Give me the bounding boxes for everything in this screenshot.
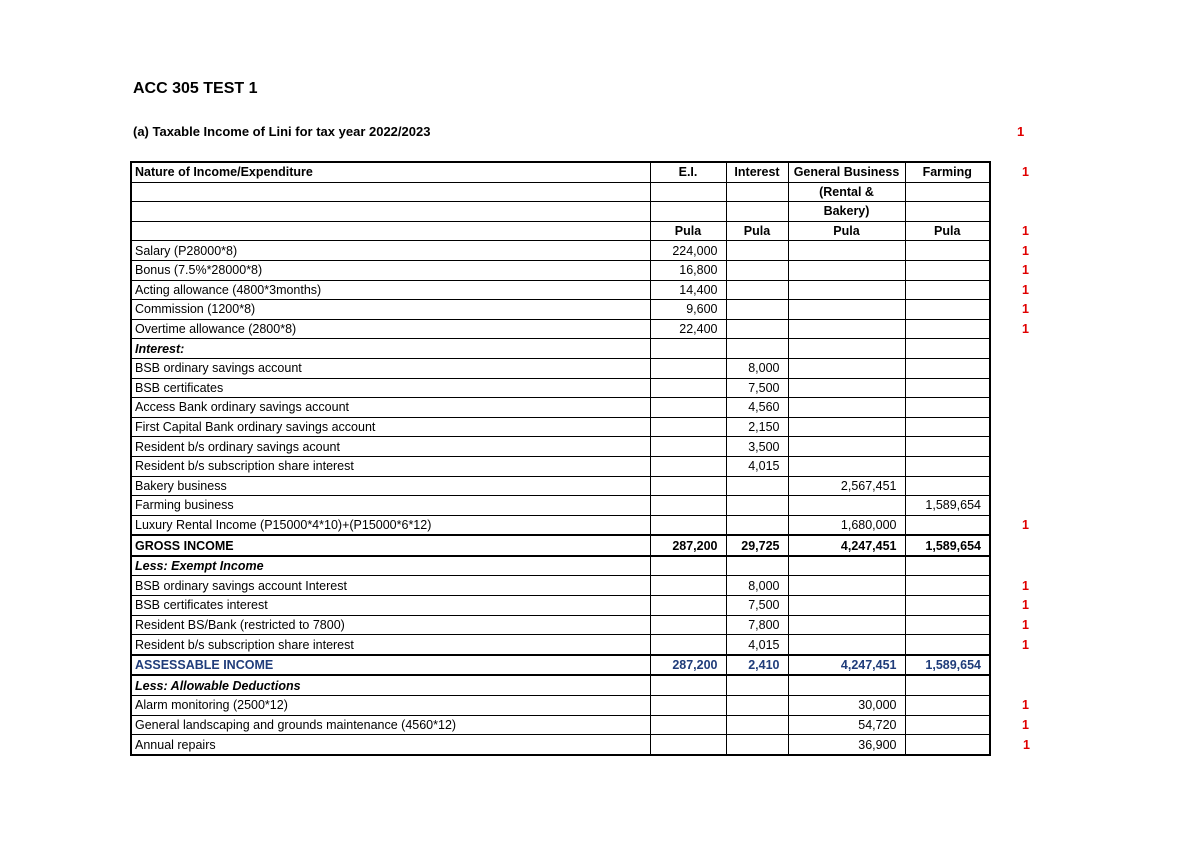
header-interest: Interest xyxy=(726,162,788,182)
row-label: Resident BS/Bank (restricted to 7800) xyxy=(131,615,650,635)
row-ei-value xyxy=(650,358,726,378)
row-mark: 1 xyxy=(1022,302,1029,317)
row-label: Annual repairs xyxy=(131,735,650,755)
row-label: Alarm monitoring (2500*12) xyxy=(131,696,650,716)
row-farming-value xyxy=(905,260,990,280)
row-interest-value xyxy=(726,339,788,359)
row-label: Resident b/s subscription share interest xyxy=(131,456,650,476)
row-ei-value: 287,200 xyxy=(650,655,726,676)
row-farming-value xyxy=(905,339,990,359)
row-interest-value xyxy=(726,300,788,320)
table-row xyxy=(131,476,1030,496)
row-ei-value xyxy=(650,476,726,496)
row-interest-value xyxy=(726,515,788,535)
row-mark xyxy=(990,556,1030,576)
header-ei: E.I. xyxy=(650,162,726,182)
table-row xyxy=(131,260,1030,280)
row-general-business-value xyxy=(788,398,905,418)
row-general-business-value: 36,900 xyxy=(788,735,905,755)
row-ei-value: 22,400 xyxy=(650,319,726,339)
row-ei-value xyxy=(650,556,726,576)
row-general-business-value xyxy=(788,378,905,398)
row-mark xyxy=(990,398,1030,418)
row-label: Overtime allowance (2800*8) xyxy=(131,319,650,339)
row-label: First Capital Bank ordinary savings account xyxy=(131,417,650,437)
row-farming-value xyxy=(905,358,990,378)
table-row xyxy=(131,456,1030,476)
row-mark: 1 xyxy=(1022,698,1029,713)
row-interest-value: 2,410 xyxy=(726,655,788,676)
row-interest-value xyxy=(726,260,788,280)
row-ei-value: 9,600 xyxy=(650,300,726,320)
table-row xyxy=(131,319,1030,339)
header-row-2 xyxy=(131,182,1030,202)
row-farming-value xyxy=(905,615,990,635)
row-mark xyxy=(990,437,1030,457)
row-ei-value xyxy=(650,576,726,596)
row-label: BSB certificates interest xyxy=(131,596,650,616)
subtitle-mark: 1 xyxy=(1017,124,1025,139)
row-label: General landscaping and grounds maintenance (4560*12) xyxy=(131,715,650,735)
row-mark xyxy=(990,456,1030,476)
header-general-business-2: (Rental & xyxy=(788,182,905,202)
row-ei-value xyxy=(650,339,726,359)
currency-interest: Pula xyxy=(726,221,788,241)
row-general-business-value xyxy=(788,280,905,300)
row-label: GROSS INCOME xyxy=(131,535,650,556)
row-label: Access Bank ordinary savings account xyxy=(131,398,650,418)
row-label: Interest: xyxy=(131,339,650,359)
row-farming-value xyxy=(905,675,990,695)
row-interest-value: 4,015 xyxy=(726,456,788,476)
row-interest-value: 4,560 xyxy=(726,398,788,418)
row-general-business-value xyxy=(788,596,905,616)
row-farming-value xyxy=(905,476,990,496)
row-ei-value xyxy=(650,437,726,457)
row-general-business-value xyxy=(788,456,905,476)
row-interest-value: 8,000 xyxy=(726,358,788,378)
row-label: BSB certificates xyxy=(131,378,650,398)
row-farming-value: 1,589,654 xyxy=(905,496,990,516)
row-general-business-value xyxy=(788,675,905,695)
row-ei-value xyxy=(650,675,726,695)
row-farming-value xyxy=(905,696,990,716)
row-interest-value: 7,800 xyxy=(726,615,788,635)
row-general-business-value: 30,000 xyxy=(788,696,905,716)
table-row xyxy=(131,576,1030,596)
row-mark xyxy=(990,476,1030,496)
row-farming-value xyxy=(905,378,990,398)
row-interest-value xyxy=(726,715,788,735)
table-row xyxy=(131,655,1030,676)
row-interest-value xyxy=(726,476,788,496)
row-interest-value: 2,150 xyxy=(726,417,788,437)
currency-general-business: Pula xyxy=(788,221,905,241)
table-row xyxy=(131,378,1030,398)
table-row xyxy=(131,715,1030,735)
table-row xyxy=(131,339,1030,359)
table-row xyxy=(131,596,1030,616)
header-row xyxy=(131,162,1030,182)
row-general-business-value xyxy=(788,635,905,655)
header-row-3 xyxy=(131,202,1030,222)
table-row xyxy=(131,398,1030,418)
row-farming-value xyxy=(905,576,990,596)
row-mark: 1 xyxy=(1022,322,1029,337)
row-general-business-value xyxy=(788,437,905,457)
row-label: Bonus (7.5%*28000*8) xyxy=(131,260,650,280)
row-general-business-value xyxy=(788,417,905,437)
row-general-business-value: 1,680,000 xyxy=(788,515,905,535)
row-farming-value xyxy=(905,241,990,261)
row-mark: 1 xyxy=(1022,717,1029,732)
row-farming-value xyxy=(905,300,990,320)
row-interest-value: 3,500 xyxy=(726,437,788,457)
row-ei-value: 16,800 xyxy=(650,260,726,280)
row-general-business-value: 2,567,451 xyxy=(788,476,905,496)
row-general-business-value xyxy=(788,241,905,261)
row-farming-value xyxy=(905,596,990,616)
header-general-business: General Business xyxy=(788,162,905,182)
header-mark: 1 xyxy=(1022,165,1029,180)
row-mark xyxy=(990,535,1030,556)
row-mark: 1 xyxy=(1022,617,1029,632)
row-interest-value xyxy=(726,319,788,339)
section-subtitle: (a) Taxable Income of Lini for tax year 2022/2023 xyxy=(133,124,431,139)
table-row xyxy=(131,556,1030,576)
row-general-business-value xyxy=(788,339,905,359)
row-mark: 1 xyxy=(1022,243,1029,258)
row-farming-value xyxy=(905,280,990,300)
row-general-business-value: 54,720 xyxy=(788,715,905,735)
row-ei-value xyxy=(650,696,726,716)
row-farming-value xyxy=(905,635,990,655)
table-row xyxy=(131,417,1030,437)
row-farming-value xyxy=(905,319,990,339)
row-mark: 1 xyxy=(1022,637,1029,652)
row-interest-value: 29,725 xyxy=(726,535,788,556)
row-general-business-value xyxy=(788,496,905,516)
row-farming-value xyxy=(905,456,990,476)
row-interest-value: 8,000 xyxy=(726,576,788,596)
row-interest-value: 7,500 xyxy=(726,596,788,616)
row-ei-value: 14,400 xyxy=(650,280,726,300)
row-mark xyxy=(990,339,1030,359)
table-row xyxy=(131,358,1030,378)
row-mark: 1 xyxy=(1023,737,1030,752)
table-row xyxy=(131,635,1030,655)
document-title: ACC 305 TEST 1 xyxy=(133,80,258,97)
row-ei-value xyxy=(650,398,726,418)
row-farming-value xyxy=(905,417,990,437)
row-interest-value xyxy=(726,280,788,300)
table-row xyxy=(131,496,1030,516)
row-general-business-value xyxy=(788,319,905,339)
row-label: Salary (P28000*8) xyxy=(131,241,650,261)
row-general-business-value xyxy=(788,300,905,320)
table-row xyxy=(131,675,1030,695)
currency-mark: 1 xyxy=(1022,224,1029,239)
row-mark: 1 xyxy=(1022,518,1029,533)
row-mark: 1 xyxy=(1022,263,1029,278)
row-mark: 1 xyxy=(1022,578,1029,593)
row-farming-value xyxy=(905,735,990,755)
row-farming-value xyxy=(905,715,990,735)
row-ei-value: 224,000 xyxy=(650,241,726,261)
row-mark xyxy=(990,675,1030,695)
table-row xyxy=(131,515,1030,535)
row-mark: 1 xyxy=(1022,598,1029,613)
row-interest-value xyxy=(726,675,788,695)
header-general-business-3: Bakery) xyxy=(788,202,905,222)
row-interest-value xyxy=(726,496,788,516)
row-label: BSB ordinary savings account xyxy=(131,358,650,378)
table-row xyxy=(131,300,1030,320)
row-general-business-value xyxy=(788,358,905,378)
row-mark xyxy=(990,378,1030,398)
row-ei-value xyxy=(650,735,726,755)
row-farming-value xyxy=(905,437,990,457)
row-ei-value xyxy=(650,496,726,516)
row-general-business-value: 4,247,451 xyxy=(788,655,905,676)
row-label: Less: Exempt Income xyxy=(131,556,650,576)
row-interest-value xyxy=(726,556,788,576)
row-ei-value: 287,200 xyxy=(650,535,726,556)
header-farming: Farming xyxy=(905,162,990,182)
row-interest-value xyxy=(726,735,788,755)
row-general-business-value xyxy=(788,576,905,596)
row-label: Less: Allowable Deductions xyxy=(131,675,650,695)
row-mark xyxy=(990,417,1030,437)
table-row xyxy=(131,535,1030,556)
row-farming-value xyxy=(905,515,990,535)
row-label: ASSESSABLE INCOME xyxy=(131,655,650,676)
row-general-business-value xyxy=(788,615,905,635)
row-interest-value: 4,015 xyxy=(726,635,788,655)
row-farming-value: 1,589,654 xyxy=(905,655,990,676)
row-label: Luxury Rental Income (P15000*4*10)+(P15000*6*12) xyxy=(131,515,650,535)
table-row xyxy=(131,735,1030,755)
row-label: Bakery business xyxy=(131,476,650,496)
row-ei-value xyxy=(650,615,726,635)
row-interest-value: 7,500 xyxy=(726,378,788,398)
row-label: Resident b/s subscription share interest xyxy=(131,635,650,655)
row-label: Farming business xyxy=(131,496,650,516)
header-nature: Nature of Income/Expenditure xyxy=(131,162,650,182)
row-label: Acting allowance (4800*3months) xyxy=(131,280,650,300)
currency-farming: Pula xyxy=(905,221,990,241)
row-interest-value xyxy=(726,696,788,716)
row-farming-value: 1,589,654 xyxy=(905,535,990,556)
row-farming-value xyxy=(905,556,990,576)
row-mark xyxy=(990,655,1030,676)
row-ei-value xyxy=(650,456,726,476)
row-general-business-value: 4,247,451 xyxy=(788,535,905,556)
row-ei-value xyxy=(650,596,726,616)
row-ei-value xyxy=(650,378,726,398)
table-row xyxy=(131,437,1030,457)
table-row xyxy=(131,696,1030,716)
row-label: Resident b/s ordinary savings acount xyxy=(131,437,650,457)
row-label: Commission (1200*8) xyxy=(131,300,650,320)
table-row xyxy=(131,280,1030,300)
row-ei-value xyxy=(650,515,726,535)
row-farming-value xyxy=(905,398,990,418)
row-ei-value xyxy=(650,715,726,735)
row-label: BSB ordinary savings account Interest xyxy=(131,576,650,596)
row-general-business-value xyxy=(788,556,905,576)
row-mark xyxy=(990,358,1030,378)
row-mark: 1 xyxy=(1022,282,1029,297)
row-ei-value xyxy=(650,635,726,655)
row-mark xyxy=(990,496,1030,516)
row-ei-value xyxy=(650,417,726,437)
table-row xyxy=(131,615,1030,635)
row-general-business-value xyxy=(788,260,905,280)
row-interest-value xyxy=(726,241,788,261)
currency-ei: Pula xyxy=(650,221,726,241)
table-row xyxy=(131,241,1030,261)
currency-row xyxy=(131,221,1030,241)
taxable-income-table xyxy=(130,161,1031,756)
